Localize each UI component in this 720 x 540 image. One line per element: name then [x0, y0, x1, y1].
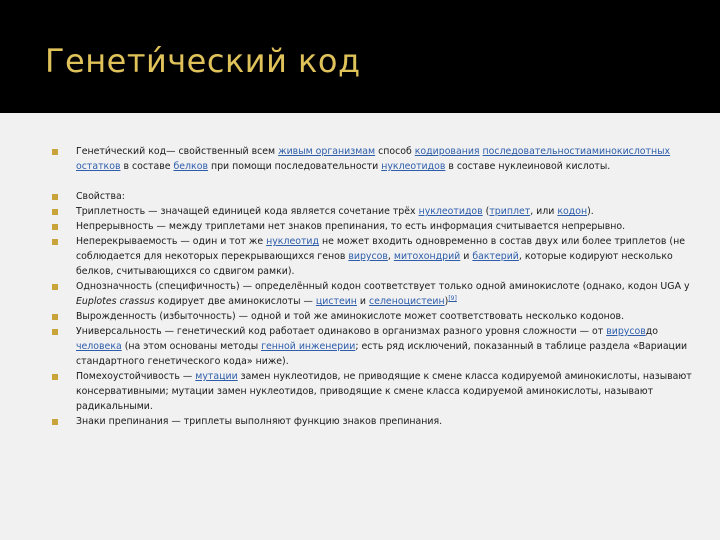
item-text: , которые кодируют несколько белков, считывающихся со сдвигом рамки).	[76, 251, 673, 277]
citation-link[interactable]: [9]	[448, 294, 457, 302]
page-title: Генети́ческий код	[45, 42, 361, 80]
list-item	[52, 414, 692, 429]
wiki-link[interactable]: селеноцистеин	[369, 296, 445, 307]
wiki-link[interactable]: вирусов	[606, 326, 646, 337]
title-bar	[0, 0, 720, 113]
bullet-icon	[52, 284, 58, 290]
item-text: способ	[375, 146, 415, 157]
item-text: ,	[387, 251, 394, 262]
wiki-link[interactable]: белков	[173, 161, 208, 172]
bullet-icon	[52, 374, 58, 380]
wiki-link[interactable]: мутации	[195, 371, 238, 382]
item-text: Неперекрываемость — один и тот же	[76, 236, 267, 247]
list-item	[52, 144, 692, 174]
item-text: Помехоустойчивость —	[76, 371, 196, 382]
wiki-link[interactable]: бактерий	[472, 251, 519, 262]
item-text: при помощи последовательности	[207, 161, 382, 172]
list-item	[52, 324, 692, 369]
item-text: ; есть ряд исключений, показанный в таблице раздела «Вариации стандартного генетического кода» ниже).	[76, 341, 688, 367]
bullet-icon	[52, 149, 58, 155]
item-text: )	[444, 296, 449, 307]
bullet-icon	[52, 419, 58, 425]
item-text: Генети́ческий код— свойственный всем	[76, 146, 279, 157]
wiki-link[interactable]: живым организмам	[278, 146, 376, 157]
list-gap	[52, 174, 692, 189]
item-text: ).	[587, 206, 594, 217]
item-text: (	[482, 206, 490, 217]
italic-text: Euplotes crassus	[76, 296, 155, 307]
bullet-icon	[52, 209, 58, 215]
content-list	[52, 144, 692, 429]
wiki-link[interactable]: кодирования	[414, 146, 480, 157]
item-text: в составе нуклеиновой кислоты.	[445, 161, 611, 172]
item-text: Знаки препинания — триплеты выполняют функцию знаков препинания.	[76, 416, 443, 427]
list-item	[52, 204, 692, 219]
item-text: не может входить одновременно в состав двух или более триплетов (не соблюдается для некоторых перекрывающихся генов	[76, 236, 685, 262]
bullet-icon	[52, 194, 58, 200]
wiki-link[interactable]: генной инженерии	[261, 341, 356, 352]
list-item	[52, 189, 692, 204]
item-text: и	[356, 296, 370, 307]
item-text: замен нуклеотидов, не приводящие к смене класса кодируемой аминокислоты, называют консервативными; мутации замен нуклеотидов, приводящие к смене класса кодируемой аминокислоты, называют радикальными.	[76, 371, 692, 412]
item-text: Универсальность — генетический код работает одинаково в организмах разного уровня сложности — от	[76, 326, 607, 337]
list-item	[52, 234, 692, 279]
bullet-icon	[52, 239, 58, 245]
list-item	[52, 219, 692, 234]
wiki-link[interactable]: человека	[76, 341, 122, 352]
wiki-link[interactable]: митохондрий	[393, 251, 461, 262]
item-text: Свойства:	[76, 191, 125, 202]
item-text: Однозначность (специфичность) — определённый кодон соответствует только одной аминокислоте (однако, кодон UGA у	[76, 281, 690, 292]
item-text: Вырожденность (избыточность) — одной и той же аминокислоте может соответствовать несколько кодонов.	[76, 311, 625, 322]
wiki-link[interactable]: нуклеотид	[266, 236, 319, 247]
item-text: , или	[530, 206, 558, 217]
item-text: и	[460, 251, 473, 262]
item-text: Непрерывность — между триплетами нет знаков препинания, то есть информация считывается непрерывно.	[76, 221, 626, 232]
item-text: в составе	[120, 161, 174, 172]
item-text: (на этом основаны методы	[121, 341, 262, 352]
wiki-link[interactable]: цистеин	[315, 296, 357, 307]
wiki-link[interactable]: нуклеотидов	[381, 161, 446, 172]
item-text: Триплетность — значащей единицей кода является сочетание трёх	[76, 206, 419, 217]
wiki-link[interactable]: последовательностиаминокислотных остатков	[76, 146, 671, 172]
wiki-link[interactable]: вирусов	[348, 251, 388, 262]
list-item	[52, 279, 692, 309]
wiki-link[interactable]: триплет	[489, 206, 531, 217]
list-item	[52, 369, 692, 414]
bullet-icon	[52, 329, 58, 335]
bullet-icon	[52, 314, 58, 320]
item-text: до	[645, 326, 658, 337]
item-text: кодирует две аминокислоты —	[154, 296, 316, 307]
wiki-link[interactable]: нуклеотидов	[418, 206, 483, 217]
bullet-icon	[52, 224, 58, 230]
wiki-link[interactable]: кодон	[557, 206, 588, 217]
list-item	[52, 309, 692, 324]
